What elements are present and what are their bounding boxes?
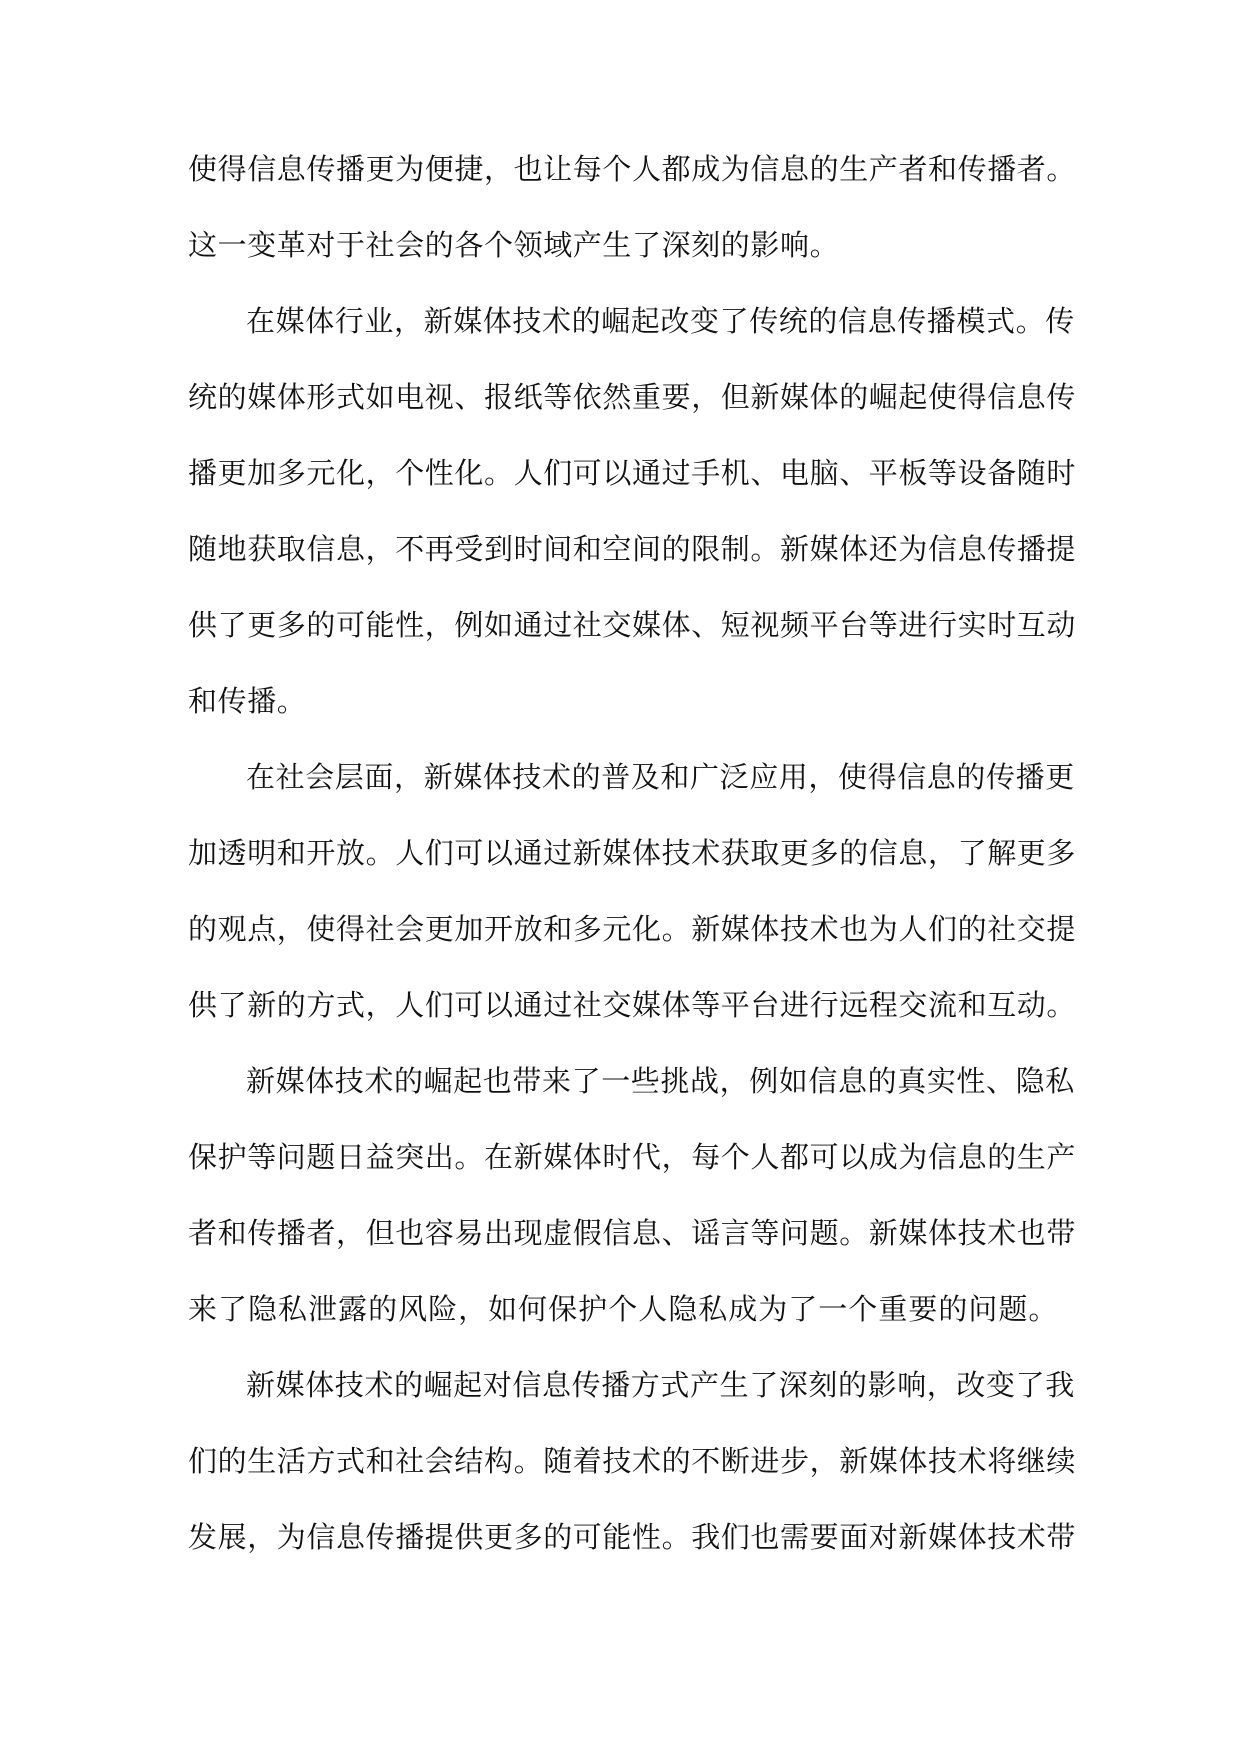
- text-line: 的观点，使得社会更加开放和多元化。新媒体技术也为人们的社交提: [188, 912, 1077, 946]
- text-line: 播更加多元化，个性化。人们可以通过手机、电脑、平板等设备随时: [188, 456, 1077, 490]
- text-line: 统的媒体形式如电视、报纸等依然重要，但新媒体的崛起使得信息传: [188, 380, 1077, 414]
- paragraph-start-line: 新媒体技术的崛起对信息传播方式产生了深刻的影响，改变了我: [246, 1368, 1075, 1402]
- text-line: 来了隐私泄露的风险，如何保护个人隐私成为了一个重要的问题。: [188, 1292, 1058, 1326]
- body-text: [188, 140, 1077, 1584]
- text-line: 随地获取信息，不再受到时间和空间的限制。新媒体还为信息传播提: [188, 532, 1077, 566]
- text-line: 供了更多的可能性，例如通过社交媒体、短视频平台等进行实时互动: [188, 608, 1077, 642]
- text-line: 者和传播者，但也容易出现虚假信息、谣言等问题。新媒体技术也带: [188, 1216, 1077, 1250]
- text-line: 保护等问题日益突出。在新媒体时代，每个人都可以成为信息的生产: [188, 1140, 1077, 1174]
- text-line: 供了新的方式，人们可以通过社交媒体等平台进行远程交流和互动。: [188, 988, 1077, 1022]
- text-line: 们的生活方式和社会结构。随着技术的不断进步，新媒体技术将继续: [188, 1444, 1077, 1478]
- text-line: 发展，为信息传播提供更多的可能性。我们也需要面对新媒体技术带: [188, 1520, 1077, 1554]
- text-line: 这一变革对于社会的各个领域产生了深刻的影响。: [188, 228, 840, 262]
- paragraph-start-line: 新媒体技术的崛起也带来了一些挑战，例如信息的真实性、隐私: [246, 1064, 1075, 1098]
- text-line: 使得信息传播更为便捷，也让每个人都成为信息的生产者和传播者。: [188, 152, 1077, 186]
- paragraph-start-line: 在媒体行业，新媒体技术的崛起改变了传统的信息传播模式。传: [246, 304, 1075, 338]
- text-line: 加透明和开放。人们可以通过新媒体技术获取更多的信息，了解更多: [188, 836, 1077, 870]
- paragraph-start-line: 在社会层面，新媒体技术的普及和广泛应用，使得信息的传播更: [246, 760, 1075, 794]
- text-line: 和传播。: [188, 684, 307, 718]
